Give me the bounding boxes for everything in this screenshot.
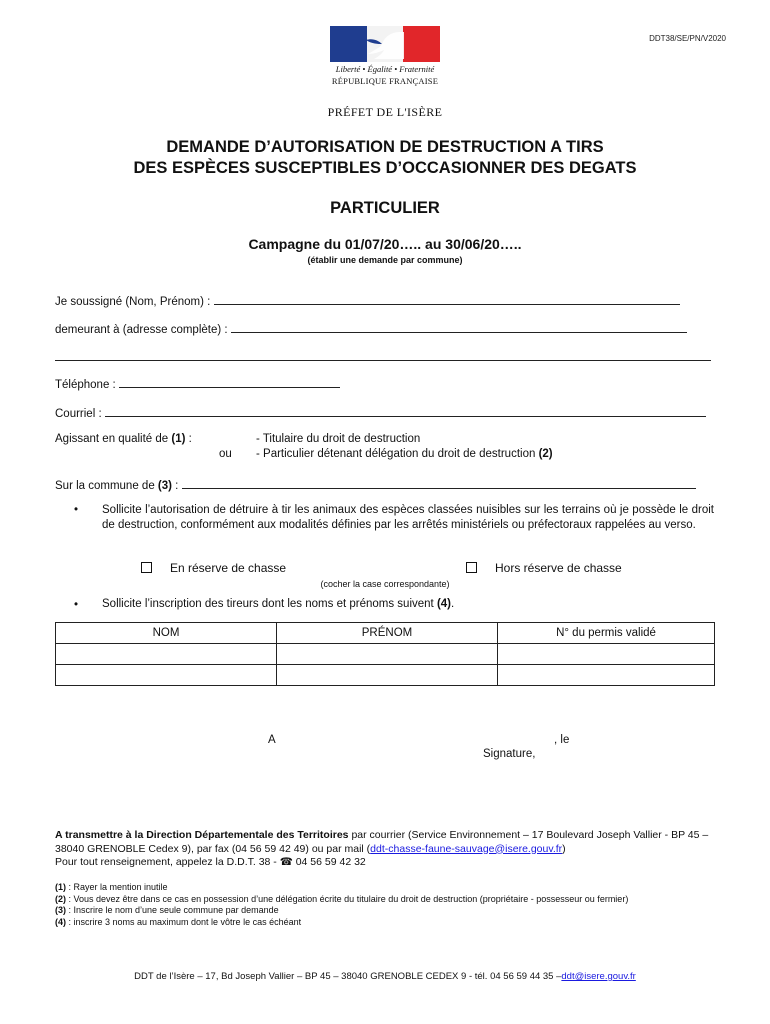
prenom-cell[interactable] — [277, 665, 498, 686]
prenom-cell[interactable] — [277, 644, 498, 665]
demeurant-line — [55, 321, 687, 336]
footer-email-link[interactable]: ddt@isere.gouv.fr — [561, 971, 636, 982]
table-row — [56, 644, 715, 665]
title-line-1: DEMANDE D’AUTORISATION DE DESTRUCTION A TIRS — [166, 138, 604, 156]
footnote-1: (1) : Rayer la mention inutile — [55, 882, 168, 892]
signature-date-label: , le — [554, 734, 570, 746]
renseignement-text: Pour tout renseignement, appelez la D.D.T. 38 - ☎ 04 56 59 42 32 — [55, 856, 366, 868]
footnote-2: (2) : Vous devez être dans ce cas en possession d’une délégation écrite du titulaire du droit de destruction (propriétaire - possesseur ou fermier) — [55, 893, 629, 904]
tireurs-table — [55, 622, 715, 686]
soussigne-label: Je soussigné (Nom, Prénom) : — [55, 296, 211, 308]
checkbox-hors-reserve[interactable] — [466, 561, 622, 575]
agissant-label: Agissant en qualité de (1) : — [55, 433, 192, 445]
footnotes — [55, 882, 715, 928]
table-row — [56, 665, 715, 686]
soussigne-line — [55, 293, 680, 308]
option2-ref: (2) — [538, 448, 553, 460]
signature-label: Signature, — [483, 748, 536, 760]
bullet-1: • — [74, 504, 79, 516]
checkbox-icon — [466, 562, 477, 573]
email-link[interactable]: ddt-chasse-faune-sauvage@isere.gouv.fr — [370, 842, 563, 855]
logo-devise: Liberté • Égalité • Fraternité — [335, 64, 435, 74]
nom-cell[interactable] — [56, 644, 277, 665]
demeurant-field[interactable] — [231, 321, 687, 333]
sollicite-inscription-text: Sollicite l’inscription des tireurs dont les noms et prénoms suivent (4). — [102, 598, 455, 610]
header-permis: N° du permis validé — [498, 623, 715, 644]
header-prenom: PRÉNOM — [277, 623, 498, 644]
campagne-note: (établir une demande par commune) — [307, 255, 463, 265]
campagne-dates: Campagne du 01/07/20….. au 30/06/20….. — [248, 236, 522, 252]
telephone-field[interactable] — [119, 376, 340, 388]
permis-cell[interactable] — [498, 665, 715, 686]
address-continuation-field[interactable] — [55, 349, 711, 361]
transmettre-text: A transmettre à la Direction Départementale des Territoires par courrier (Service Environnement – 17 Boulevard Joseph Vallier - BP 45 – 38040 GRENOBLE Cedex 9), par fax (04 56 59 42 49) ou par mail (ddt-chasse-faune-sauvage@isere.gouv.fr) — [55, 829, 709, 855]
soussigne-field[interactable] — [214, 293, 680, 305]
marianne-logo — [330, 26, 440, 96]
signature-place-label: A — [268, 734, 276, 746]
footnote-3: (3) : Inscrire le nom d’une seule commune par demande — [55, 905, 279, 915]
address-continuation-line — [55, 349, 711, 364]
marianne-profile-icon — [360, 30, 406, 60]
hors-reserve-label: Hors réserve de chasse — [495, 561, 622, 575]
en-reserve-label: En réserve de chasse — [170, 561, 287, 575]
option-particulier: - Particulier détenant délégation du droit de destruction (2) — [256, 448, 553, 460]
document-reference: DDT38/SE/PN/V2020 — [649, 34, 726, 43]
document-title — [0, 137, 770, 179]
nom-cell[interactable] — [56, 665, 277, 686]
courriel-field[interactable] — [105, 405, 706, 417]
sollicite2-ref: (4) — [436, 598, 451, 610]
table-header-row — [56, 623, 715, 644]
cocher-note: (cocher la case correspondante) — [320, 579, 450, 589]
permis-cell[interactable] — [498, 644, 715, 665]
telephone-label: Téléphone : — [55, 379, 116, 391]
footnote-4: (4) : inscrire 3 noms au maximum dont le vôtre le cas échéant — [55, 916, 302, 927]
telephone-line — [55, 376, 340, 391]
sollicite-destruction-text: Sollicite l’autorisation de détruire à tir les animaux des espèces classées nuisibles sur les terrains où je possède le droit de destruction, conformément aux modalités définies par les arrêtés ministériels ou préfectoraux rappelées au verso. — [102, 504, 714, 531]
checkbox-en-reserve[interactable] — [141, 561, 286, 575]
title-line-2: DES ESPÈCES SUSCEPTIBLES D’OCCASIONNER DES DEGATS — [133, 159, 637, 177]
commune-line — [55, 477, 696, 492]
option-titulaire: - Titulaire du droit de destruction — [256, 433, 421, 445]
courriel-label: Courriel : — [55, 408, 102, 420]
footer-address: DDT de l’Isère – 17, Bd Joseph Vallier – BP 45 – 38040 GRENOBLE CEDEX 9 - tél. 04 56 59 44 35 – — [134, 971, 562, 982]
option-ou: ou — [219, 448, 232, 460]
prefet-heading: PRÉFET DE L'ISÈRE — [327, 105, 443, 119]
commune-field[interactable] — [182, 477, 696, 489]
logo-republique: RÉPUBLIQUE FRANÇAISE — [331, 76, 439, 86]
commune-label: Sur la commune de (3) : — [55, 480, 179, 492]
transmettre-block — [55, 829, 715, 870]
bullet-2: • — [74, 599, 79, 611]
page-footer — [0, 971, 770, 982]
header-nom: NOM — [56, 623, 277, 644]
document-subtitle: PARTICULIER — [330, 199, 440, 217]
demeurant-label: demeurant à (adresse complète) : — [55, 324, 228, 336]
agissant-ref: (1) — [171, 433, 186, 445]
checkbox-icon — [141, 562, 152, 573]
courriel-line — [55, 405, 706, 420]
